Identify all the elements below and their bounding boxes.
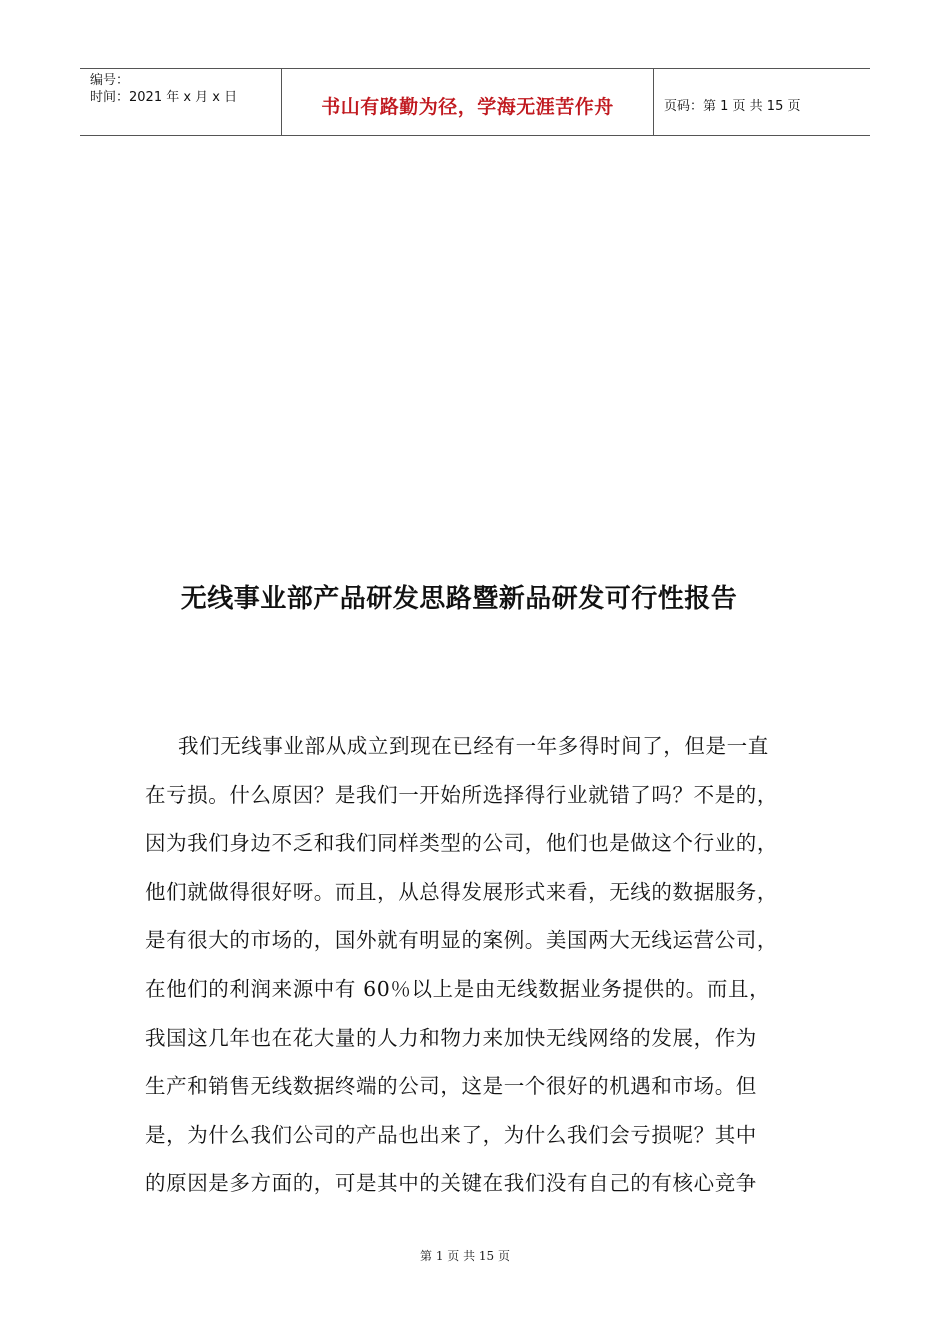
header-meta-cell [80, 69, 281, 135]
body-line: 是有很大的市场的，国外就有明显的案例。美国两大无线运营公司， [145, 928, 778, 953]
page-info: 页码：第 1 页 共 15 页 [664, 98, 801, 114]
body-line: 在他们的利润来源中有 60％以上是由无线数据业务提供的。而且， [145, 976, 771, 1001]
body-line: 我们无线事业部从成立到现在已经有一年多得时间了，但是一直 [178, 734, 769, 758]
document-title: 无线事业部产品研发思路暨新品研发可行性报告 [180, 584, 738, 614]
number-label: 编号： [90, 73, 130, 88]
motto-text: 书山有路勤为径，学海无涯苦作舟 [321, 95, 614, 118]
time-label: 时间：2021 年 x 月 x 日 [90, 90, 238, 105]
header-page-cell [654, 69, 870, 135]
body-line: 我国这几年也在花大量的人力和物力来加快无线网络的发展，作为 [145, 1025, 757, 1050]
body-line: 因为我们身边不乏和我们同样类型的公司，他们也是做这个行业的， [145, 831, 778, 856]
page-footer: 第 1 页 共 15 页 [420, 1249, 510, 1263]
body-paragraph [145, 727, 835, 1213]
header-motto-cell [281, 69, 654, 135]
body-line: 的原因是多方面的，可是其中的关键在我们没有自己的有核心竞争 [145, 1171, 757, 1196]
body-line: 生产和销售无线数据终端的公司，这是一个很好的机遇和市场。但 [145, 1074, 757, 1099]
body-line: 他们就做得很好呀。而且，从总得发展形式来看，无线的数据服务， [145, 879, 778, 904]
body-line: 在亏损。什么原因？是我们一开始所选择得行业就错了吗？不是的， [145, 782, 778, 807]
document-header [80, 68, 870, 136]
body-line: 是，为什么我们公司的产品也出来了，为什么我们会亏损呢？其中 [145, 1122, 757, 1147]
